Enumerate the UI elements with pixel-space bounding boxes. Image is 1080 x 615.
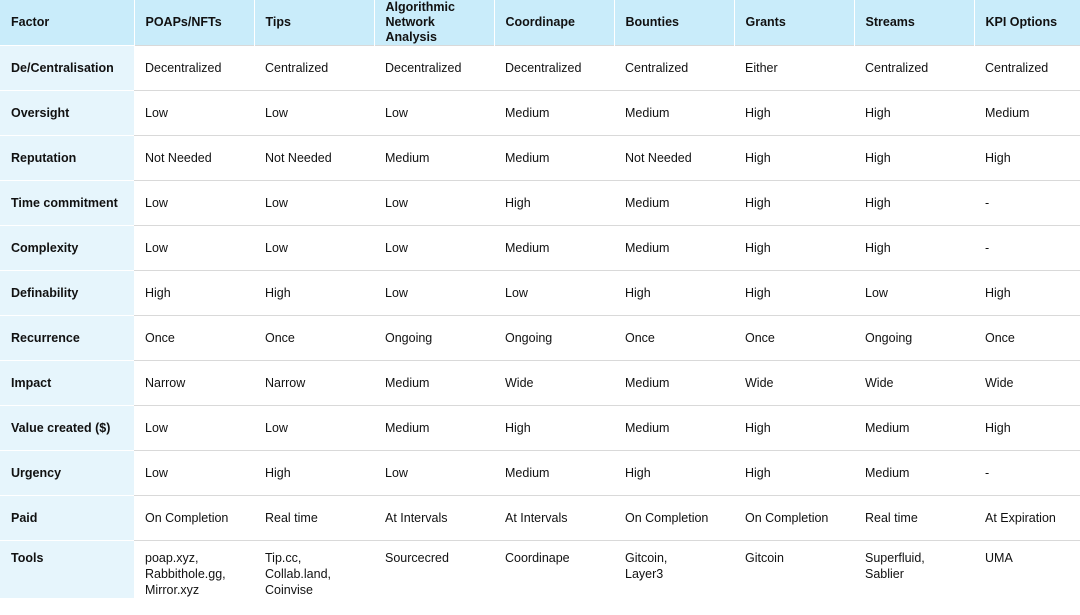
- table-cell: Medium: [614, 361, 734, 406]
- factor-cell: Recurrence: [0, 316, 134, 361]
- table-cell: Ongoing: [494, 316, 614, 361]
- header-cell: Factor: [0, 0, 134, 46]
- table-cell: Gitcoin: [734, 541, 854, 599]
- table-cell: Sourcecred: [374, 541, 494, 599]
- factor-cell: Impact: [0, 361, 134, 406]
- table-cell: High: [494, 406, 614, 451]
- table-cell: Not Needed: [254, 136, 374, 181]
- table-cell: Low: [134, 451, 254, 496]
- table-row: [0, 361, 1080, 406]
- table-cell: Gitcoin, Layer3: [614, 541, 734, 599]
- table-cell: Centralized: [614, 46, 734, 91]
- table-cell: -: [974, 226, 1080, 271]
- table-cell: Low: [374, 271, 494, 316]
- table-cell: Medium: [494, 451, 614, 496]
- header-cell: Coordinape: [494, 0, 614, 46]
- table-cell: UMA: [974, 541, 1080, 599]
- header-cell: KPI Options: [974, 0, 1080, 46]
- factor-cell: Oversight: [0, 91, 134, 136]
- table-cell: Medium: [614, 226, 734, 271]
- table-cell: Low: [254, 91, 374, 136]
- table-cell: High: [734, 181, 854, 226]
- table-cell: Low: [854, 271, 974, 316]
- table-row: [0, 181, 1080, 226]
- table-cell: Medium: [494, 136, 614, 181]
- table-cell: High: [974, 406, 1080, 451]
- header-row: [0, 0, 1080, 46]
- table-row: [0, 271, 1080, 316]
- factor-cell: Reputation: [0, 136, 134, 181]
- table-cell: High: [734, 271, 854, 316]
- factor-cell: Tools: [0, 541, 134, 599]
- table-cell: Medium: [614, 181, 734, 226]
- table-cell: -: [974, 451, 1080, 496]
- header-cell: Bounties: [614, 0, 734, 46]
- table-cell: High: [734, 226, 854, 271]
- table-cell: Not Needed: [134, 136, 254, 181]
- table-row: [0, 46, 1080, 91]
- table-row: [0, 496, 1080, 541]
- table-cell: Ongoing: [854, 316, 974, 361]
- table-cell: Once: [254, 316, 374, 361]
- header-cell: Grants: [734, 0, 854, 46]
- table-cell: Medium: [494, 226, 614, 271]
- table-cell: Low: [374, 91, 494, 136]
- table-cell: Low: [374, 226, 494, 271]
- table-cell: High: [614, 451, 734, 496]
- table-cell: Ongoing: [374, 316, 494, 361]
- table-cell: High: [854, 136, 974, 181]
- table-cell: Once: [974, 316, 1080, 361]
- header-cell: Algorithmic Network Analysis: [374, 0, 494, 46]
- table-cell: At Expiration: [974, 496, 1080, 541]
- table-cell: Low: [254, 226, 374, 271]
- table-cell: High: [134, 271, 254, 316]
- table-cell: -: [974, 181, 1080, 226]
- table-cell: At Intervals: [494, 496, 614, 541]
- table-cell: High: [854, 181, 974, 226]
- table-cell: Once: [734, 316, 854, 361]
- table-cell: Decentralized: [134, 46, 254, 91]
- table-cell: Decentralized: [494, 46, 614, 91]
- table-cell: Low: [134, 226, 254, 271]
- table-cell: On Completion: [614, 496, 734, 541]
- table-cell: Low: [374, 451, 494, 496]
- table-cell: Medium: [374, 136, 494, 181]
- table-cell: High: [614, 271, 734, 316]
- table-cell: Centralized: [974, 46, 1080, 91]
- table-cell: At Intervals: [374, 496, 494, 541]
- table-cell: Low: [134, 181, 254, 226]
- table-cell: Narrow: [254, 361, 374, 406]
- table-cell: Medium: [854, 406, 974, 451]
- table-cell: High: [734, 136, 854, 181]
- factor-cell: Complexity: [0, 226, 134, 271]
- table-cell: Centralized: [254, 46, 374, 91]
- factor-cell: De/Centralisation: [0, 46, 134, 91]
- table-cell: High: [494, 181, 614, 226]
- table-cell: Once: [614, 316, 734, 361]
- table-cell: Wide: [974, 361, 1080, 406]
- table-cell: High: [854, 91, 974, 136]
- table-cell: Wide: [494, 361, 614, 406]
- table-cell: Superfluid, Sablier: [854, 541, 974, 599]
- table-cell: Low: [494, 271, 614, 316]
- table-cell: High: [974, 136, 1080, 181]
- table-cell: Not Needed: [614, 136, 734, 181]
- table-cell: High: [734, 451, 854, 496]
- factor-cell: Definability: [0, 271, 134, 316]
- table-cell: poap.xyz, Rabbithole.gg, Mirror.xyz: [134, 541, 254, 599]
- table-cell: Medium: [974, 91, 1080, 136]
- table-row: [0, 541, 1080, 599]
- factor-cell: Time commitment: [0, 181, 134, 226]
- table-cell: High: [254, 451, 374, 496]
- table-cell: Low: [134, 406, 254, 451]
- table-row: [0, 451, 1080, 496]
- table-row: [0, 226, 1080, 271]
- table-cell: Medium: [494, 91, 614, 136]
- table-cell: Low: [374, 181, 494, 226]
- header-cell: POAPs/NFTs: [134, 0, 254, 46]
- header-cell: Streams: [854, 0, 974, 46]
- table-cell: Narrow: [134, 361, 254, 406]
- table-cell: Medium: [614, 91, 734, 136]
- table-cell: Coordinape: [494, 541, 614, 599]
- table-cell: High: [254, 271, 374, 316]
- table-cell: Tip.cc, Collab.land, Coinvise: [254, 541, 374, 599]
- table-cell: Low: [254, 181, 374, 226]
- factor-cell: Paid: [0, 496, 134, 541]
- table-row: [0, 91, 1080, 136]
- table-row: [0, 316, 1080, 361]
- table-cell: High: [734, 406, 854, 451]
- table-cell: On Completion: [134, 496, 254, 541]
- table-cell: Centralized: [854, 46, 974, 91]
- table-cell: Wide: [734, 361, 854, 406]
- table-cell: Real time: [254, 496, 374, 541]
- table-cell: Decentralized: [374, 46, 494, 91]
- table-cell: Medium: [374, 361, 494, 406]
- table-cell: Medium: [614, 406, 734, 451]
- factor-cell: Value created ($): [0, 406, 134, 451]
- table-row: [0, 406, 1080, 451]
- table-row: [0, 136, 1080, 181]
- table-cell: Either: [734, 46, 854, 91]
- table-cell: Medium: [854, 451, 974, 496]
- table-cell: Low: [254, 406, 374, 451]
- table-cell: High: [734, 91, 854, 136]
- table-cell: Once: [134, 316, 254, 361]
- table-cell: High: [854, 226, 974, 271]
- table-cell: On Completion: [734, 496, 854, 541]
- table-cell: Low: [134, 91, 254, 136]
- header-cell: Tips: [254, 0, 374, 46]
- table-cell: Medium: [374, 406, 494, 451]
- factor-cell: Urgency: [0, 451, 134, 496]
- table-cell: High: [974, 271, 1080, 316]
- table-cell: Wide: [854, 361, 974, 406]
- table-cell: Real time: [854, 496, 974, 541]
